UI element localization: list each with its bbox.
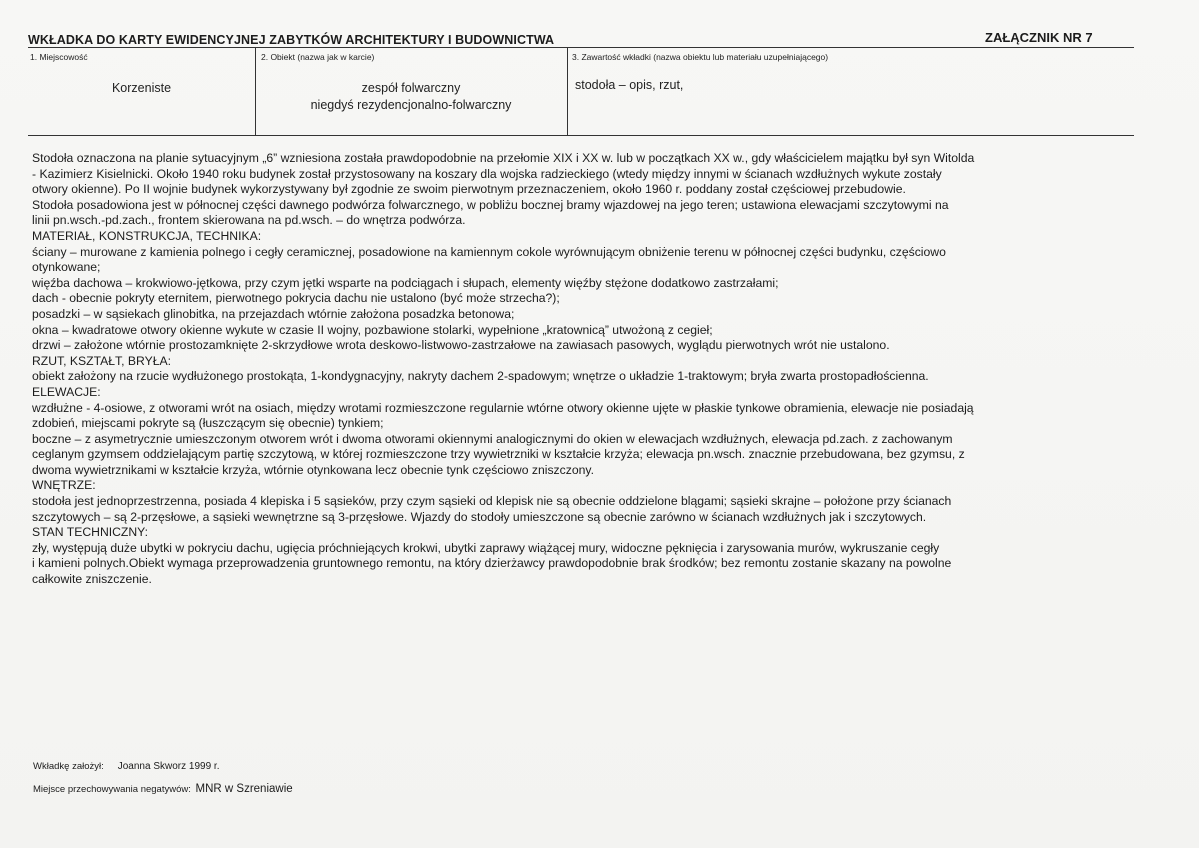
locality-value: Korzeniste bbox=[111, 81, 172, 95]
body-line: ceglanym gzymsem oddzielającym partię szczytową, w której rozmieszczone trzy wywietrzniki w kształcie krzyża; elewacja pn.wsch. znacznie przebudowana, bez gzymsu, z bbox=[32, 447, 965, 462]
body-line: RZUT, KSZTAŁT, BRYŁA: bbox=[32, 353, 172, 368]
author-line bbox=[33, 761, 219, 772]
body-line: dach - obecnie pokryty eternitem, pierwotnego pokrycia dachu nie ustalono (być może strzecha?); bbox=[32, 291, 560, 306]
body-line: STAN TECHNICZNY: bbox=[32, 525, 149, 540]
body-line: zły, występują duże ubytki w pokryciu dachu, ugięcia próchniejących krokwi, ubytki zaprawy wiążącej mury, widoczne pęknięcia i zarysowania murów, wykruszanie cegły bbox=[32, 540, 940, 555]
body-line: MATERIAŁ, KONSTRUKCJA, TECHNIKA: bbox=[32, 228, 262, 243]
body-line: szczytowych – są 2-przęsłowe, a sąsieki wewnętrzne są 3-przęsłowe. Wjazdy do stodoły umieszczone są obecnie zarówno w ścianach wzdłużnych jak i szczytowych. bbox=[32, 509, 927, 524]
body-line: stodoła jest jednoprzestrzenna, posiada 4 klepiska i 5 sąsieków, przy czym sąsieki od klepisk nie są obecnie oddzielone blągami; sąsieki skrajne – położone przy ścianach bbox=[32, 494, 952, 509]
locality-label: 1. Miejscowość bbox=[30, 52, 88, 62]
object-value-line-2: niegdyś rezydencjonalno-folwarczny bbox=[310, 98, 512, 112]
body-line: boczne – z asymetrycznie umieszczonym otworem wrót i dwoma otworami okiennymi analogicznymi do okien w elewacjach wzdłużnych, elewacja pd.zach. z zachowanym bbox=[32, 431, 953, 446]
body-line: i kamieni polnych.Obiekt wymaga przeprowadzenia gruntownego remontu, na który dzierżawcy prawdopodobnie brak środków; bez remontu zostanie skazany na powolne bbox=[32, 556, 952, 571]
body-line: otynkowane; bbox=[32, 260, 101, 275]
body-line: drzwi – założone wtórnie prostozamknięte 2-skrzydłowe wrota deskowo-listwowo-zastrzałowe na zawiasach pasowych, wyglądu pierwotnych wrót nie ustalono. bbox=[32, 338, 890, 353]
description-body bbox=[32, 151, 1142, 588]
author-label: Wkładkę założył: bbox=[33, 761, 104, 772]
object-label: 2. Obiekt (nazwa jak w karcie) bbox=[261, 52, 375, 62]
object-value bbox=[255, 80, 567, 114]
cell-divider-2 bbox=[567, 47, 568, 136]
content-value: stodoła – opis, rzut, bbox=[575, 78, 684, 92]
content-label: 3. Zawartość wkładki (nazwa obiektu lub materiału uzupełniającego) bbox=[572, 52, 829, 62]
document-title: WKŁADKA DO KARTY EWIDENCYJNEJ ZABYTKÓW ARCHITEKTURY I BUDOWNICTWA bbox=[28, 33, 555, 47]
header-rule bbox=[28, 47, 1134, 48]
annex-number: ZAŁĄCZNIK NR 7 bbox=[985, 30, 1093, 45]
body-line: WNĘTRZE: bbox=[32, 478, 96, 493]
storage-value: MNR w Szreniawie bbox=[195, 783, 293, 795]
author-value: Joanna Skworz 1999 r. bbox=[117, 761, 220, 772]
body-line: - Kazimierz Kisielnicki. Około 1940 roku budynek został przystosowany na koszary dla wojska radzieckiego (wtedy między innymi w ścianach wzdłużnych wykute zostały bbox=[32, 166, 942, 181]
body-line: zdobień, miejscami pokryte są (łuszczącym się obecnie) tynkiem; bbox=[32, 416, 384, 431]
body-line: więźba dachowa – krokwiowo-jętkowa, przy czym jętki wsparte na podciągach i słupach, elementy więźby stężone dodatkowo zastrzałami; bbox=[32, 275, 779, 290]
body-line: posadzki – w sąsiekach glinobitka, na przejazdach wtórnie założona posadzka betonowa; bbox=[32, 306, 515, 321]
fields-bottom-rule bbox=[28, 135, 1134, 136]
body-line: ELEWACJE: bbox=[32, 384, 101, 399]
body-line: linii pn.wsch.-pd.zach., frontem skierowana na pd.wsch. – do wnętrza podwórza. bbox=[32, 213, 466, 228]
body-line: wzdłużne - 4-osiowe, z otworami wrót na osiach, między wrotami rozmieszczone regularnie wtórne otwory okienne ujęte w płaskie tynkowe obramienia, elewacje nie posiadają bbox=[32, 400, 974, 415]
body-line: obiekt założony na rzucie wydłużonego prostokąta, 1-kondygnacyjny, nakryty dachem 2-spadowym; wnętrze o układzie 1-traktowym; bryła zwarta prostopadłościenna. bbox=[32, 369, 929, 384]
body-line: otwory okienne). Po II wojnie budynek wykorzystywany był zgodnie ze swoim pierwotnym przeznaczeniem, około 1960 r. poddany został częściowej przebudowie. bbox=[32, 182, 906, 197]
body-line: dwoma wywietrznikami w kształcie krzyża, wtórnie otynkowana lecz obecnie tynk częściowo zniszczony. bbox=[32, 462, 594, 477]
storage-label: Miejsce przechowywania negatywów: bbox=[33, 784, 191, 795]
body-line: okna – kwadratowe otwory okienne wykute w czasie II wojny, pozbawione stolarki, wypełnione „kratownicą” utwożoną z cegieł; bbox=[32, 322, 713, 337]
body-line: Stodoła posadowiona jest w północnej części dawnego podwórza folwarcznego, w pobliżu bocznej bramy wjazdowej na jego teren; ustawiona elewacjami szczytowymi na bbox=[32, 197, 949, 212]
body-line: całkowite zniszczenie. bbox=[32, 572, 152, 587]
body-line: Stodoła oznaczona na planie sytuacyjnym „6” wzniesiona została prawdopodobnie na przełomie XIX i XX w. lub w początkach XX w., gdy właścicielem majątku był syn Witolda bbox=[32, 151, 975, 165]
storage-line bbox=[33, 783, 293, 795]
body-line: ściany – murowane z kamienia polnego i cegły ceramicznej, posadowione na kamiennym cokole wyrównującym obniżenie terenu w północnej części budynku, częściowo bbox=[32, 244, 946, 259]
object-value-line-1: zespół folwarczny bbox=[361, 81, 461, 95]
